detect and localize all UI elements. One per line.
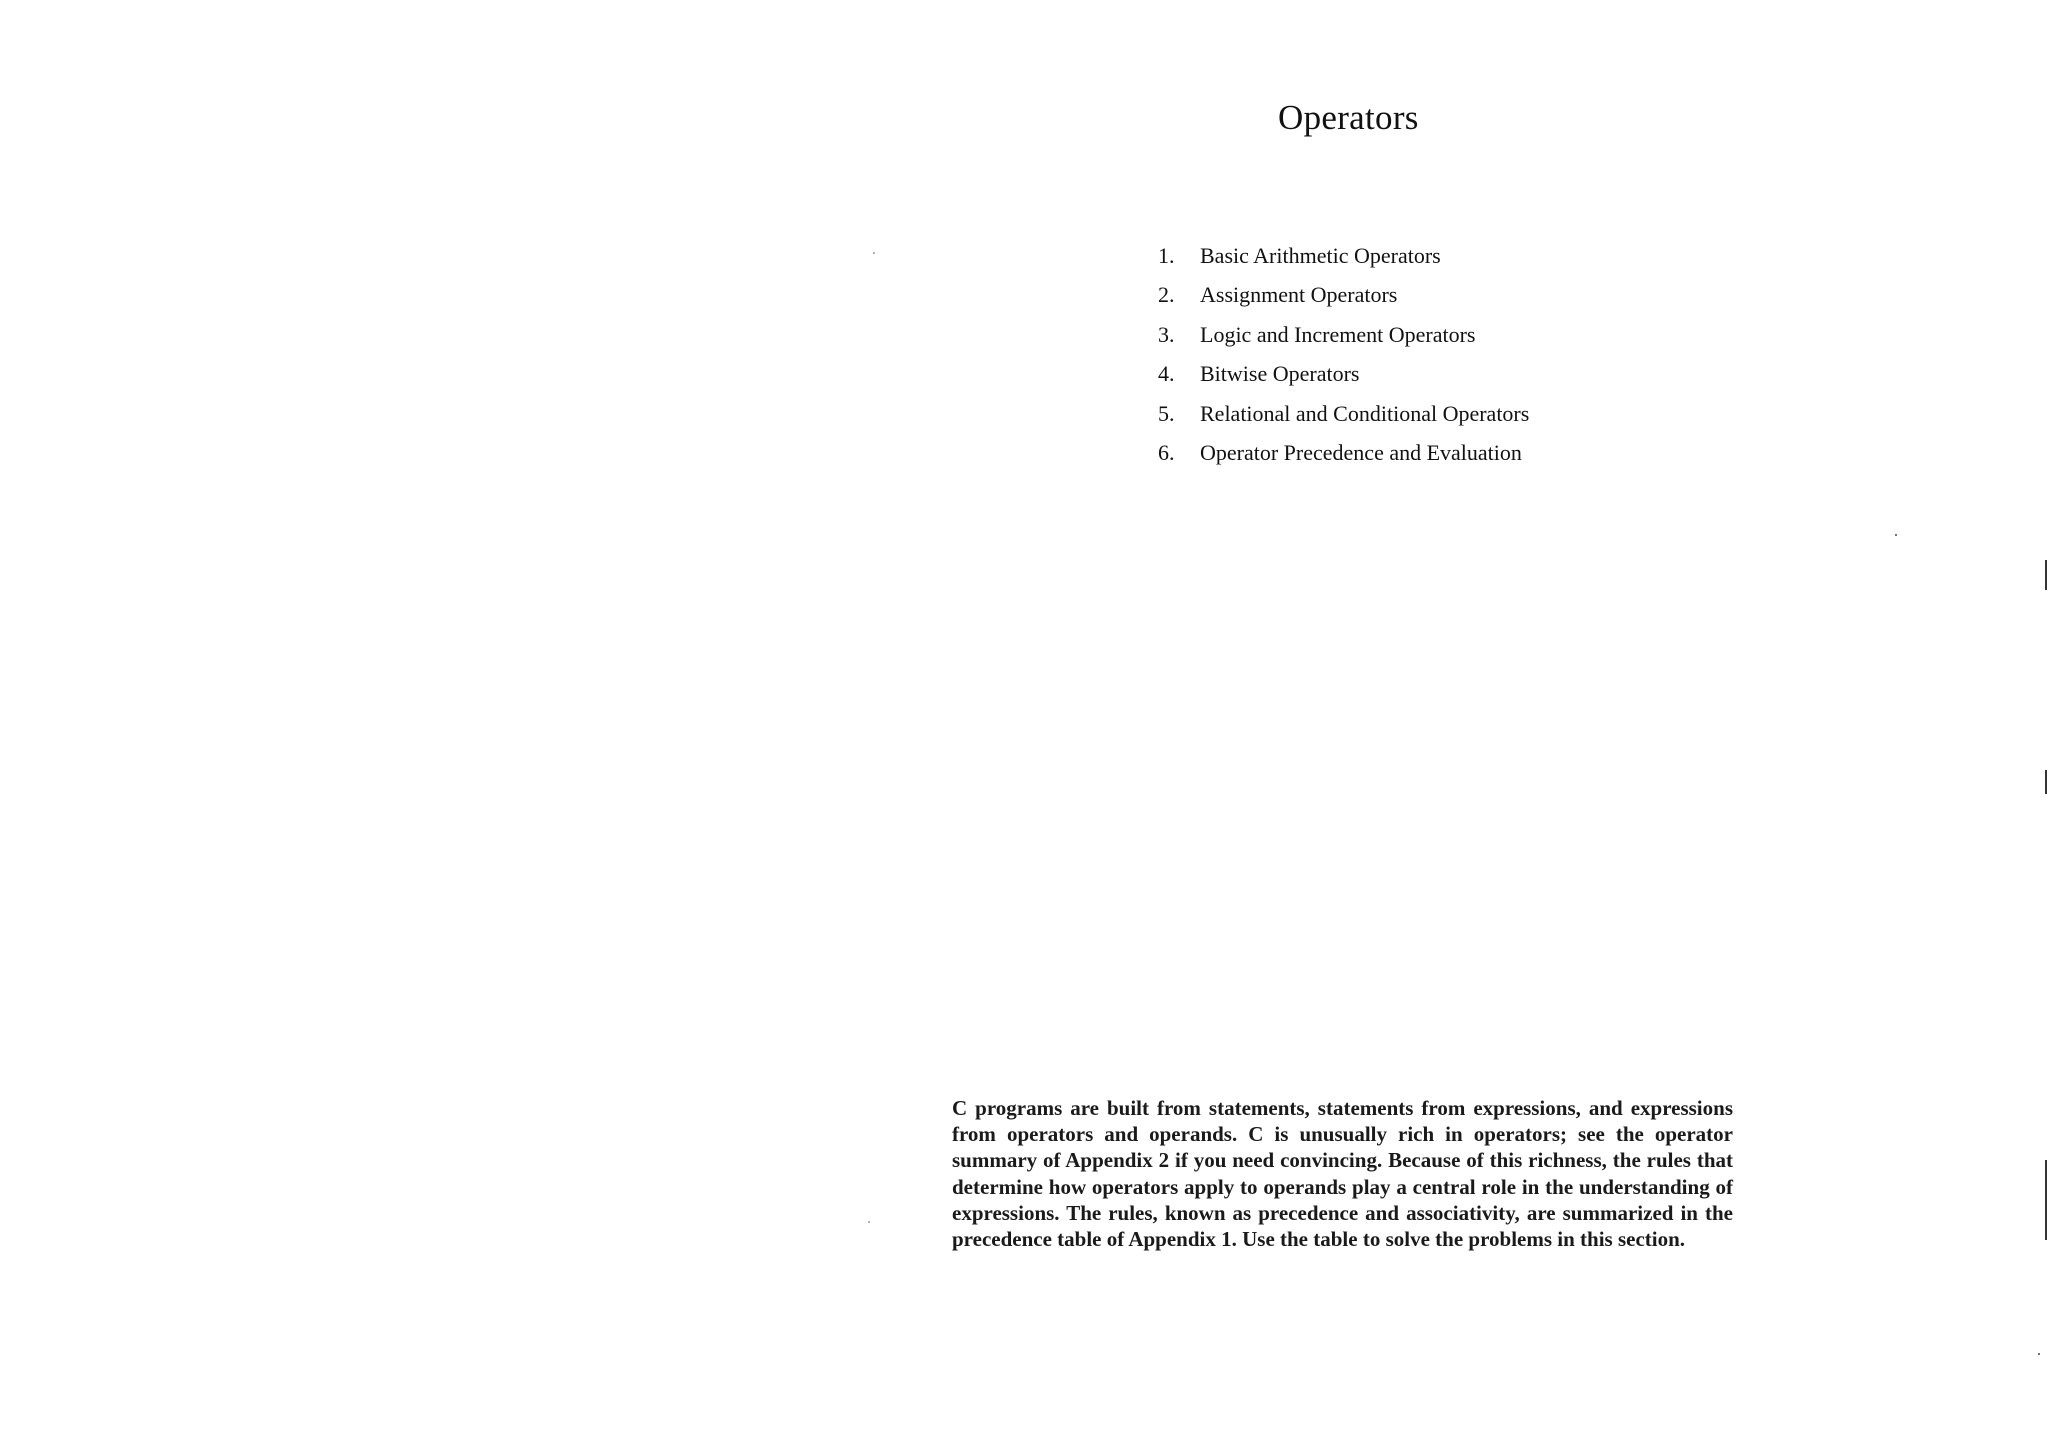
toc-item-6 [1158, 433, 1529, 472]
toc-item-number: 2. [1158, 282, 1175, 308]
toc-item-1 [1158, 236, 1529, 275]
toc-item-label: Logic and Increment Operators [1200, 321, 1476, 347]
section-title: Operators [1278, 98, 1419, 137]
toc-item-number: 4. [1158, 361, 1175, 387]
table-of-contents [1158, 236, 1529, 472]
toc-item-label: Operator Precedence and Evaluation [1200, 439, 1522, 465]
toc-item-number: 3. [1158, 321, 1175, 347]
toc-item-number: 6. [1158, 439, 1175, 465]
toc-item-label: Basic Arithmetic Operators [1200, 243, 1441, 268]
toc-item-number: 5. [1158, 400, 1175, 426]
toc-item-label: Relational and Conditional Operators [1200, 400, 1530, 426]
scan-speck [873, 252, 875, 254]
toc-item-number: 1. [1158, 243, 1175, 268]
scan-speck [2038, 1353, 2040, 1355]
scan-speck [868, 1221, 870, 1223]
toc-item-4 [1158, 354, 1529, 393]
scan-speck [1895, 534, 1897, 536]
toc-item-label: Bitwise Operators [1200, 361, 1360, 387]
toc-item-label: Assignment Operators [1200, 282, 1398, 308]
page-edge-mark [2045, 560, 2047, 590]
intro-paragraph: C programs are built from statements, statements from expressions, and expressions from operators and operands. C is unusually rich in operators; see the operator summary of Appendix 2 if you need convincing. Because of this richness, the rules that determine how operators apply to operands play a central role in the understanding of expressions. The rules, known as precedence and associativity, are summarized in the precedence table of Appendix 1. Use the table to solve the problems in this section. [952, 1096, 1733, 1252]
toc-item-3 [1158, 315, 1529, 354]
toc-item-2 [1158, 275, 1529, 314]
page-edge-mark [2045, 770, 2047, 794]
toc-item-5 [1158, 394, 1529, 433]
page-edge-mark [2045, 1160, 2047, 1240]
